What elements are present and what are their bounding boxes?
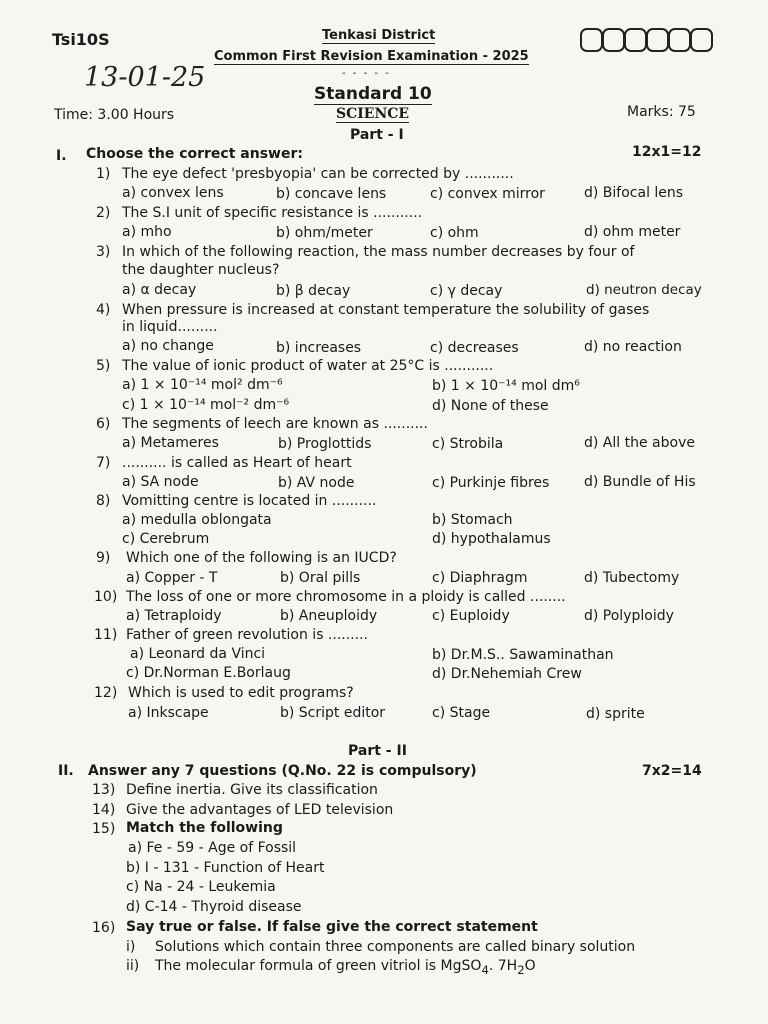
time-label: Time: 3.00 Hours: [54, 107, 175, 123]
option-d: d) Dr.Nehemiah Crew: [432, 666, 582, 682]
question-text: Give the advantages of LED television: [126, 802, 394, 818]
question-number: 3): [96, 244, 111, 260]
option-b: b) concave lens: [276, 186, 387, 202]
question-text: When pressure is increased at constant temperature the solubility of gases: [122, 302, 650, 318]
register-number-boxes: [580, 28, 712, 52]
section-2-instruction: Answer any 7 questions (Q.No. 22 is compulsory): [88, 763, 477, 779]
option-d: d) Bifocal lens: [584, 185, 684, 201]
section-2-marks: 7x2=14: [642, 763, 702, 779]
part-1-title: Part - I: [350, 127, 404, 143]
question-text: The loss of one or more chromosome in a ploidy is called ........: [126, 589, 566, 605]
option-c: c) Strobila: [432, 436, 504, 452]
exam-title: Common First Revision Examination - 2025: [214, 49, 529, 64]
option-b: b) Aneuploidy: [280, 608, 378, 624]
subquestion-number: ii): [126, 958, 140, 974]
question-text: The eye defect 'presbyopia' can be corrected by ...........: [122, 166, 514, 182]
formula-text: The molecular formula of green vitriol is MgSO: [155, 958, 482, 974]
option-d: d) hypothalamus: [432, 531, 551, 547]
option-c: c) Cerebrum: [122, 531, 210, 547]
option-c: c) ohm: [430, 225, 479, 241]
option-b: b) Stomach: [432, 512, 513, 528]
question-text: Define inertia. Give its classification: [126, 782, 378, 798]
option-c: c) 1 × 10⁻¹⁴ mol⁻² dm⁻⁶: [122, 397, 290, 413]
option-a: a) Leonard da Vinci: [130, 646, 266, 662]
option-b: b) AV node: [278, 475, 355, 491]
standard-label: Standard 10: [314, 84, 432, 104]
option-a: a) Metameres: [122, 435, 219, 451]
question-text: Vomitting centre is located in ..........: [122, 493, 377, 509]
option-a: a) convex lens: [122, 185, 224, 201]
option-b: b) Proglottids: [278, 436, 372, 452]
question-text: The value of ionic product of water at 25°C is ...........: [122, 358, 494, 374]
question-text: Match the following: [126, 820, 283, 836]
option-c: c) Diaphragm: [432, 570, 528, 586]
option-b: b) β decay: [276, 283, 351, 299]
question-number: 5): [96, 358, 111, 374]
option-b: b) Dr.M.S.. Sawaminathan: [432, 647, 614, 663]
option-a: a) medulla oblongata: [122, 512, 272, 528]
option-a: a) Copper - T: [126, 570, 218, 586]
match-item: a) Fe - 59 - Age of Fossil: [128, 840, 297, 856]
option-d: d) Bundle of His: [584, 474, 696, 490]
formula-subscript: 4: [481, 962, 489, 977]
handwritten-date: 13-01-25: [84, 62, 206, 93]
option-c: c) Purkinje fibres: [432, 475, 550, 491]
register-box: [690, 28, 713, 52]
question-text: The segments of leech are known as ..........: [122, 416, 428, 432]
subject-title: SCIENCE: [336, 106, 410, 122]
subquestion-number: i): [126, 939, 136, 955]
paper-code: Tsi10S: [52, 30, 110, 49]
question-text: Father of green revolution is .........: [126, 627, 368, 643]
match-item: c) Na - 24 - Leukemia: [126, 879, 276, 895]
question-number: 8): [96, 493, 111, 509]
register-box: [646, 28, 669, 52]
option-d: d) ohm meter: [584, 224, 681, 240]
option-b: b) increases: [276, 340, 362, 356]
marks-label: Marks: 75: [627, 104, 696, 120]
dash-line: - - - - -: [342, 68, 391, 79]
option-a: a) no change: [122, 338, 214, 354]
option-b: b) Script editor: [280, 705, 386, 721]
formula-text: . 7H: [488, 958, 518, 974]
section-1-instruction: Choose the correct answer:: [86, 146, 303, 162]
option-d: d) All the above: [584, 435, 695, 451]
question-text: .......... is called as Heart of heart: [122, 455, 352, 471]
question-text: Which one of the following is an IUCD?: [126, 550, 397, 566]
district-name: Tenkasi District: [322, 28, 436, 43]
register-box: [624, 28, 647, 52]
question-number: 11): [94, 627, 118, 643]
register-box: [668, 28, 691, 52]
option-b: b) Oral pills: [280, 570, 361, 586]
option-b: b) 1 × 10⁻¹⁴ mol dm⁶: [432, 378, 580, 394]
option-d: d) None of these: [432, 398, 549, 414]
option-c: c) Stage: [432, 705, 491, 721]
option-a: a) α decay: [122, 282, 197, 298]
question-number: 9): [96, 550, 111, 566]
option-c: c) Euploidy: [432, 608, 510, 624]
option-d: d) neutron decay: [586, 282, 702, 298]
question-text: Say true or false. If false give the correct statement: [126, 919, 538, 935]
match-item: d) C-14 - Thyroid disease: [126, 899, 302, 915]
option-d: d) Tubectomy: [584, 570, 680, 586]
question-number: 15): [92, 821, 116, 837]
question-text: Which is used to edit programs?: [128, 685, 354, 701]
formula-subscript: 2: [517, 962, 525, 977]
question-text: The S.I unit of specific resistance is ...........: [122, 205, 423, 221]
section-2-number: II.: [58, 763, 74, 779]
option-d: d) sprite: [586, 706, 645, 722]
formula-text: O: [524, 958, 536, 974]
option-a: a) mho: [122, 224, 172, 240]
question-number: 7): [96, 455, 111, 471]
part-2-title: Part - II: [348, 743, 407, 759]
question-number: 4): [96, 302, 111, 318]
option-c: c) convex mirror: [430, 186, 545, 202]
section-1-marks: 12x1=12: [632, 144, 702, 160]
question-number: 2): [96, 205, 111, 221]
register-box: [602, 28, 625, 52]
option-d: d) no reaction: [584, 339, 682, 355]
option-d: d) Polyploidy: [584, 608, 674, 624]
option-a: a) 1 × 10⁻¹⁴ mol² dm⁻⁶: [122, 377, 283, 393]
section-1-number: I.: [56, 148, 67, 164]
option-c: c) Dr.Norman E.Borlaug: [126, 665, 291, 681]
subquestion-text: [155, 958, 536, 977]
option-a: a) Tetraploidy: [126, 608, 222, 624]
question-number: 12): [94, 685, 118, 701]
question-number: 6): [96, 416, 111, 432]
option-b: b) ohm/meter: [276, 225, 373, 241]
option-a: a) SA node: [122, 474, 199, 490]
question-text-cont: in liquid.........: [122, 319, 218, 335]
option-a: a) Inkscape: [128, 705, 209, 721]
question-number: 13): [92, 782, 116, 798]
register-box: [580, 28, 603, 52]
option-c: c) γ decay: [430, 283, 503, 299]
match-item: b) I - 131 - Function of Heart: [126, 860, 325, 876]
option-c: c) decreases: [430, 340, 519, 356]
question-number: 16): [92, 920, 116, 936]
question-number: 14): [92, 802, 116, 818]
question-number: 10): [94, 589, 118, 605]
question-text: In which of the following reaction, the mass number decreases by four of: [122, 244, 635, 260]
question-number: 1): [96, 166, 111, 182]
subquestion-text: Solutions which contain three components are called binary solution: [155, 939, 636, 955]
question-text-cont: the daughter nucleus?: [122, 262, 280, 278]
